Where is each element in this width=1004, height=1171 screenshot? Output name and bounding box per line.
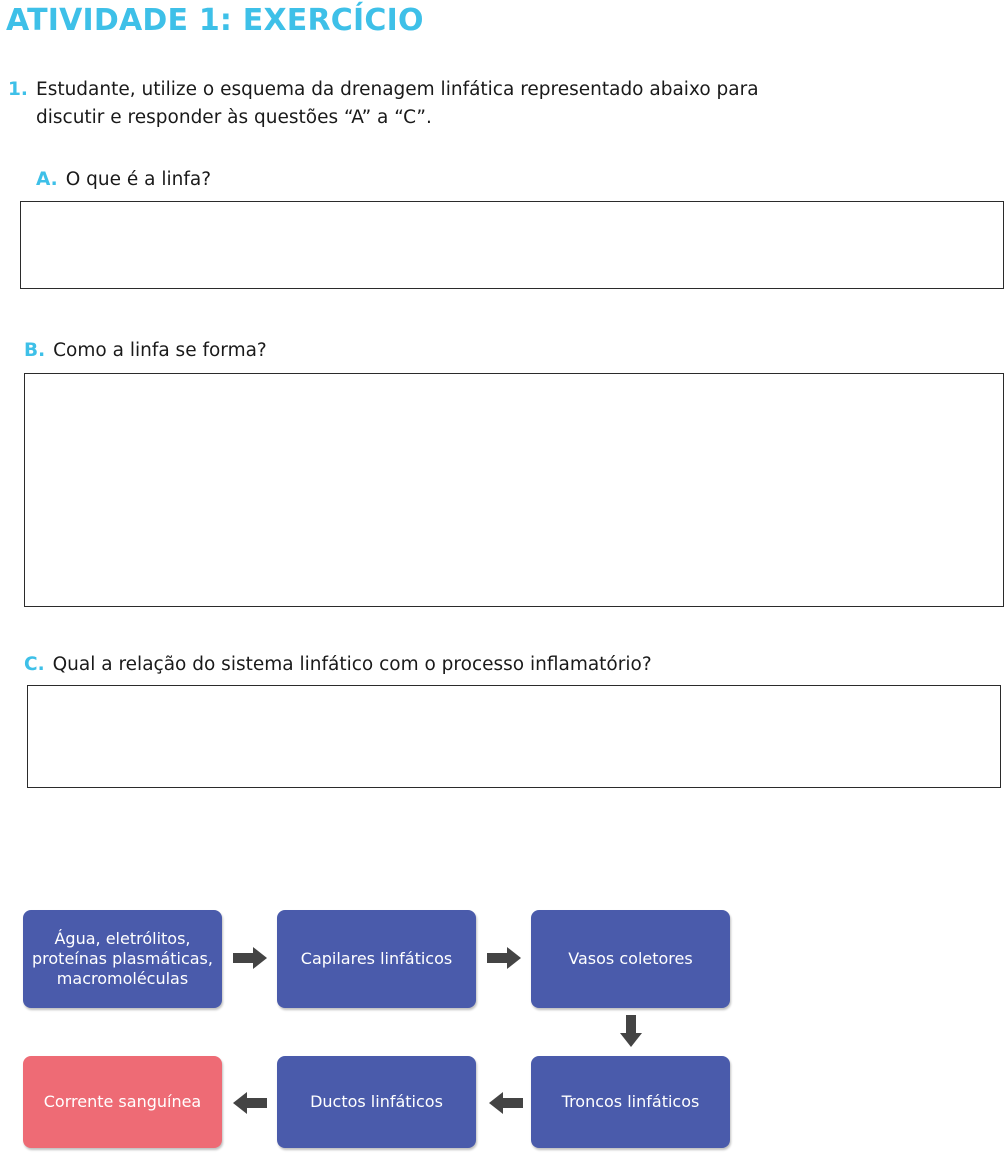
flow-node-ductos-label: Ductos linfáticos (310, 1092, 443, 1111)
flow-node-troncos-label: Troncos linfáticos (561, 1092, 700, 1111)
flow-node-capilares-label: Capilares linfáticos (300, 949, 453, 968)
flow-node-ductos (277, 1056, 476, 1148)
flow-node-vasos (531, 910, 730, 1008)
arrow-down-icon (620, 1015, 642, 1047)
answer-box-a[interactable] (20, 201, 1004, 289)
flow-node-sources-line-1: Água, eletrólitos, (54, 929, 191, 948)
subquestion-a (36, 169, 211, 190)
answer-box-b[interactable] (24, 373, 1004, 607)
subquestion-b-text: Como a linfa se forma? (53, 340, 267, 361)
flow-node-vasos-label: Vasos coletores (568, 949, 693, 968)
subquestion-c-letter: C. (24, 654, 45, 675)
subquestion-b-letter: B. (24, 340, 46, 361)
question-text-line-1: Estudante, utilize o esquema da drenagem linfática representado abaixo para (36, 79, 759, 100)
flow-node-corrente-label: Corrente sanguínea (43, 1092, 202, 1111)
flow-node-troncos (531, 1056, 730, 1148)
arrow-left-icon (233, 1092, 267, 1114)
answer-box-c[interactable] (27, 685, 1001, 788)
question-number: 1. (8, 79, 28, 100)
arrow-left-icon (489, 1092, 523, 1114)
flow-node-corrente (23, 1056, 222, 1148)
subquestion-b (24, 340, 267, 361)
flow-node-sources-line-2: proteínas plasmáticas, (32, 949, 213, 968)
flow-node-sources-line-3: macromoléculas (56, 969, 189, 988)
flow-node-sources (23, 910, 222, 1008)
page-title: ATIVIDADE 1: EXERCÍCIO (6, 3, 424, 38)
arrow-right-icon (487, 947, 521, 969)
flow-node-capilares (277, 910, 476, 1008)
subquestion-c-text: Qual a relação do sistema linfático com o processo inflamatório? (52, 654, 652, 675)
subquestion-a-text: O que é a linfa? (65, 169, 212, 190)
subquestion-c (24, 654, 652, 675)
question-text-line-2: discutir e responder às questões “A” a “C”. (36, 107, 432, 128)
arrow-right-icon (233, 947, 267, 969)
subquestion-a-letter: A. (36, 169, 58, 190)
question-1 (8, 76, 759, 132)
